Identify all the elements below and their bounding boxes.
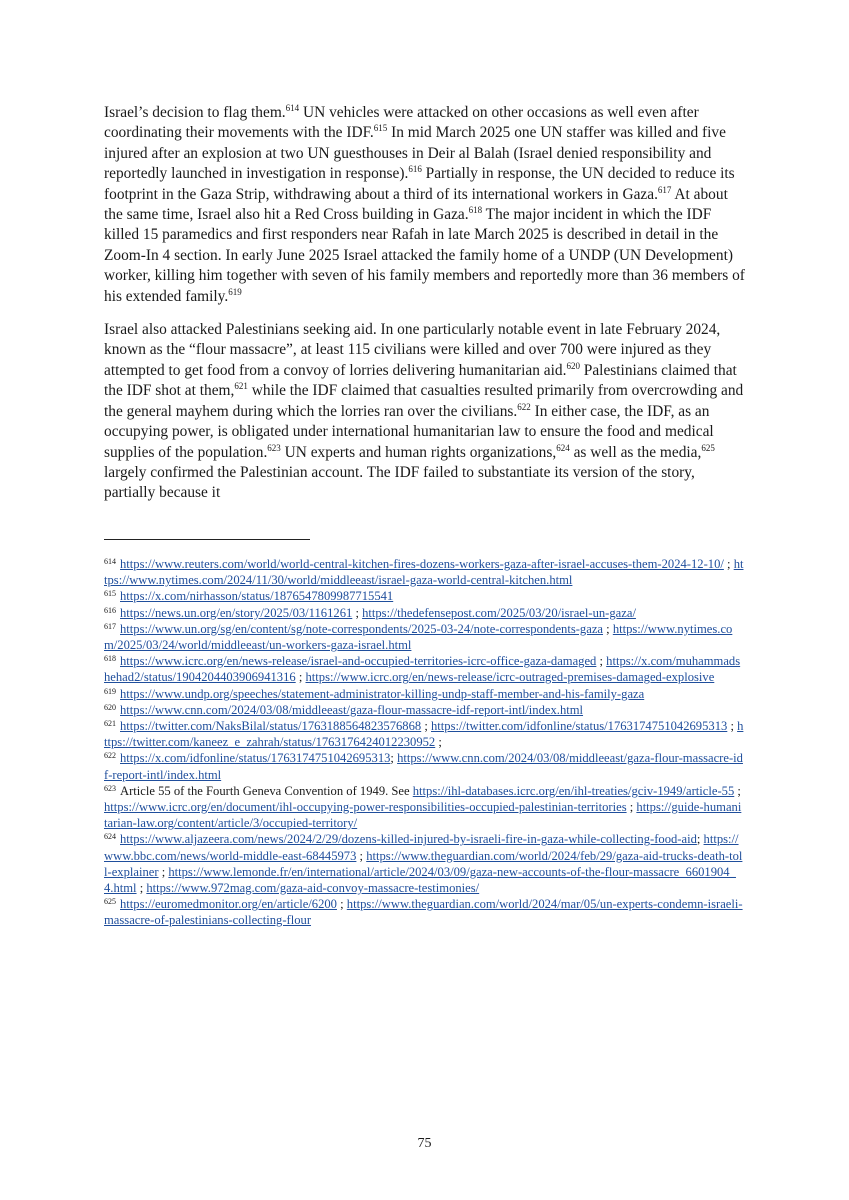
footnote-number: 621	[104, 719, 116, 729]
body-text: UN experts and human rights organizations,	[280, 443, 557, 461]
footnote-number: 614	[104, 557, 116, 566]
footnote-618	[104, 653, 744, 685]
footnote-link[interactable]: https://www.theguardian.com/world/2024/mar/05/un-experts-condemn-israeli-massacre-of-palestinians-collecting-flour	[104, 897, 743, 928]
footnote-text: ;	[603, 621, 613, 636]
footnote-link[interactable]: https://www.icrc.org/en/news-release/israel-and-occupied-territories-icrc-office-gaza-damaged	[120, 654, 597, 669]
footnote-number: 623	[104, 783, 116, 793]
footnote-number: 617	[104, 621, 116, 631]
footnote-link[interactable]: https://www.cnn.com/2024/03/08/middleeast/gaza-flour-massacre-idf-report-intl/index.html	[120, 702, 584, 717]
footnote-623	[104, 783, 744, 832]
body-text: At about the same time, Israel also hit a Red Cross building in Gaza.	[104, 185, 728, 224]
footnote-619	[104, 686, 744, 702]
footnote-number: 615	[104, 589, 116, 599]
footnote-ref[interactable]: 614	[285, 103, 300, 113]
footnote-617	[104, 621, 744, 653]
footnote-link[interactable]: https://www.nytimes.com/2025/03/24/world/middleeast/un-workers-gaza-israel.html	[104, 621, 733, 653]
document-page	[104, 103, 746, 517]
body-text: In either case, the IDF, as an occupying power, is obligated under international humanitarian law to ensure the food and medical supplies of the population.	[104, 402, 714, 461]
footnote-link[interactable]: https://www.cnn.com/2024/03/08/middleeast/gaza-flour-massacre-idf-report-intl/index.html	[104, 751, 743, 782]
body-text: Partially in response, the UN decided to reduce its footprint in the Gaza Strip, withdrawing about a third of its international workers in Gaza.	[104, 165, 735, 203]
footnote-ref[interactable]: 624	[556, 442, 570, 453]
footnote-ref[interactable]: 622	[517, 401, 531, 412]
footnote-number: 618	[104, 654, 116, 664]
footnote-text: ;	[421, 719, 431, 734]
page-number: 75	[417, 1136, 432, 1151]
footnote-615	[104, 588, 744, 604]
footnote-text: ;	[158, 864, 169, 879]
footnote-link[interactable]: https://euromedmonitor.org/en/article/6200	[120, 897, 337, 912]
footnote-ref[interactable]: 616	[408, 164, 422, 175]
footnote-text: ;	[390, 751, 398, 766]
footnote-text: ;	[136, 881, 147, 896]
footnote-link[interactable]: https://twitter.com/kaneez_e_zahrah/status/1763176424012230952	[104, 719, 744, 750]
footnote-link[interactable]: https://www.undp.org/speeches/statement-administrator-killing-undp-staff-member-and-his-family-gaza	[120, 686, 645, 701]
footnote-text: ;	[352, 605, 363, 620]
body-paragraph	[104, 320, 746, 504]
footnote-number: 619	[104, 686, 116, 696]
footnote-link[interactable]: https://x.com/nirhasson/status/1876547809987715541	[120, 589, 394, 604]
footnote-text: ;	[727, 719, 738, 734]
footnote-link[interactable]: https://www.icrc.org/en/news-release/icrc-outraged-premises-damaged-explosive	[305, 670, 715, 685]
body-paragraph	[104, 103, 746, 307]
footnote-ref[interactable]: 623	[267, 442, 281, 453]
footnote-625	[104, 896, 744, 928]
footnote-link[interactable]: https://www.reuters.com/world/world-central-kitchen-fires-dozens-workers-gaza-after-israel-accuses-them-2024-12-10/	[120, 557, 724, 571]
footnote-link[interactable]: https://www.bbc.com/news/world-middle-east-68445973	[104, 832, 739, 863]
footnote-link[interactable]: https://ihl-databases.icrc.org/en/ihl-treaties/gciv-1949/article-55	[412, 783, 735, 798]
footnote-link[interactable]: https://x.com/muhammadshehad2/status/1904204403906941316	[104, 654, 741, 685]
footnote-link[interactable]: https://twitter.com/idfonline/status/1763174751042695313	[431, 719, 728, 734]
footnote-link[interactable]: https://twitter.com/NaksBilal/status/1763188564823576868	[120, 719, 422, 734]
footnote-link[interactable]: https://www.lemonde.fr/en/international/article/2024/03/09/gaza-new-accounts-of-the-flour-massacre_6601904_4.html	[104, 864, 736, 896]
footnote-621	[104, 718, 744, 750]
footnote-text: ;	[435, 735, 442, 750]
footnote-number: 620	[104, 702, 116, 712]
footnote-614	[104, 556, 744, 588]
body-text: UN vehicles were attacked on other occasions as well even after coordinating their movements with the IDF.	[104, 104, 699, 142]
footnote-link[interactable]: https://news.un.org/en/story/2025/03/1161261	[120, 605, 353, 620]
footnote-ref[interactable]: 617	[657, 184, 672, 195]
footnote-text: ;	[626, 800, 637, 815]
footnote-ref[interactable]: 619	[228, 286, 242, 297]
footnote-link[interactable]: https://thedefensepost.com/2025/03/20/israel-un-gaza/	[362, 605, 636, 620]
footnote-link[interactable]: https://www.un.org/sg/en/content/sg/note-correspondents/2025-03-24/note-correspondents-gaza	[120, 621, 604, 636]
body-text: largely confirmed the Palestinian account. The IDF failed to substantiate its version of the story, partially because it	[104, 463, 695, 502]
footnote-link[interactable]: https://x.com/idfonline/status/1763174751042695313	[120, 751, 391, 766]
footnote-ref[interactable]: 618	[468, 205, 483, 216]
footnote-number: 616	[104, 605, 116, 615]
footnote-text: Article 55 of the Fourth Geneva Convention of 1949. See	[120, 783, 413, 798]
body-text: In mid March 2025 one UN staffer was killed and five injured after an explosion at two UN guesthouses in Deir al Balah (Israel denied responsibility and reportedly launched in investigation in response).	[104, 124, 726, 183]
footnote-text: ;	[356, 848, 367, 863]
footnote-number: 625	[104, 897, 116, 907]
body-text: Israel’s decision to flag them.	[104, 104, 286, 121]
footnote-text: ;	[295, 670, 306, 685]
footnote-text: ;	[696, 832, 704, 847]
footnote-622	[104, 750, 744, 782]
footnote-link[interactable]: https://www.nytimes.com/2024/11/30/world/middleeast/israel-gaza-world-central-kitchen.html	[104, 557, 744, 588]
footnote-ref[interactable]: 625	[701, 442, 715, 453]
body-text: as well as the media,	[569, 443, 702, 461]
footnote-link[interactable]: https://www.theguardian.com/world/2024/feb/29/gaza-aid-trucks-death-toll-explainer	[104, 848, 743, 879]
footnote-number: 622	[104, 751, 116, 761]
footnote-separator	[104, 539, 310, 540]
body-text: Israel also attacked Palestinians seeking aid. In one particularly notable event in late February 2024, known as the “flour massacre”, at least 115 civilians were killed and over 700 were injured as they attempted to get food from a convoy of lorries delivering humanitarian aid.	[104, 321, 721, 379]
body-text: while the IDF claimed that casualties resulted primarily from overcrowding and the general mayhem during which the lorries ran over the civilians.	[104, 382, 744, 420]
footnote-number: 624	[104, 832, 116, 842]
footnote-text: ;	[336, 897, 347, 912]
footnote-link[interactable]: https://guide-humanitarian-law.org/content/article/3/occupied-territory/	[104, 800, 742, 831]
footnote-link[interactable]: https://www.icrc.org/en/document/ihl-occupying-power-responsibilities-occupied-palestinian-territories	[104, 800, 627, 815]
footnote-624	[104, 831, 744, 896]
body-text: The major incident in which the IDF killed 15 paramedics and first responders near Rafah in late March 2025 is described in detail in the Zoom-In 4 section. In early June 2025 Israel attacked the family home of a UNDP (UN Development) worker, killing him together with seven of his family members and reportedly more than 36 members of his extended family.	[104, 206, 745, 305]
footnote-620	[104, 702, 744, 718]
footnote-text: ;	[734, 783, 741, 798]
footnote-ref[interactable]: 621	[234, 381, 248, 392]
footnote-text: ;	[723, 557, 734, 571]
footnote-616	[104, 605, 744, 621]
footnotes	[104, 556, 744, 929]
body-text: Palestinians claimed that the IDF shot at them,	[104, 361, 737, 400]
footnote-link[interactable]: https://www.aljazeera.com/news/2024/2/29/dozens-killed-injured-by-israeli-fire-in-gaza-while-collecting-food-aid	[120, 832, 697, 847]
footnote-link[interactable]: https://www.972mag.com/gaza-aid-convoy-massacre-testimonies/	[146, 881, 480, 896]
footnote-text: ;	[596, 654, 607, 669]
footnote-ref[interactable]: 615	[373, 123, 388, 134]
footnote-ref[interactable]: 620	[566, 360, 580, 371]
